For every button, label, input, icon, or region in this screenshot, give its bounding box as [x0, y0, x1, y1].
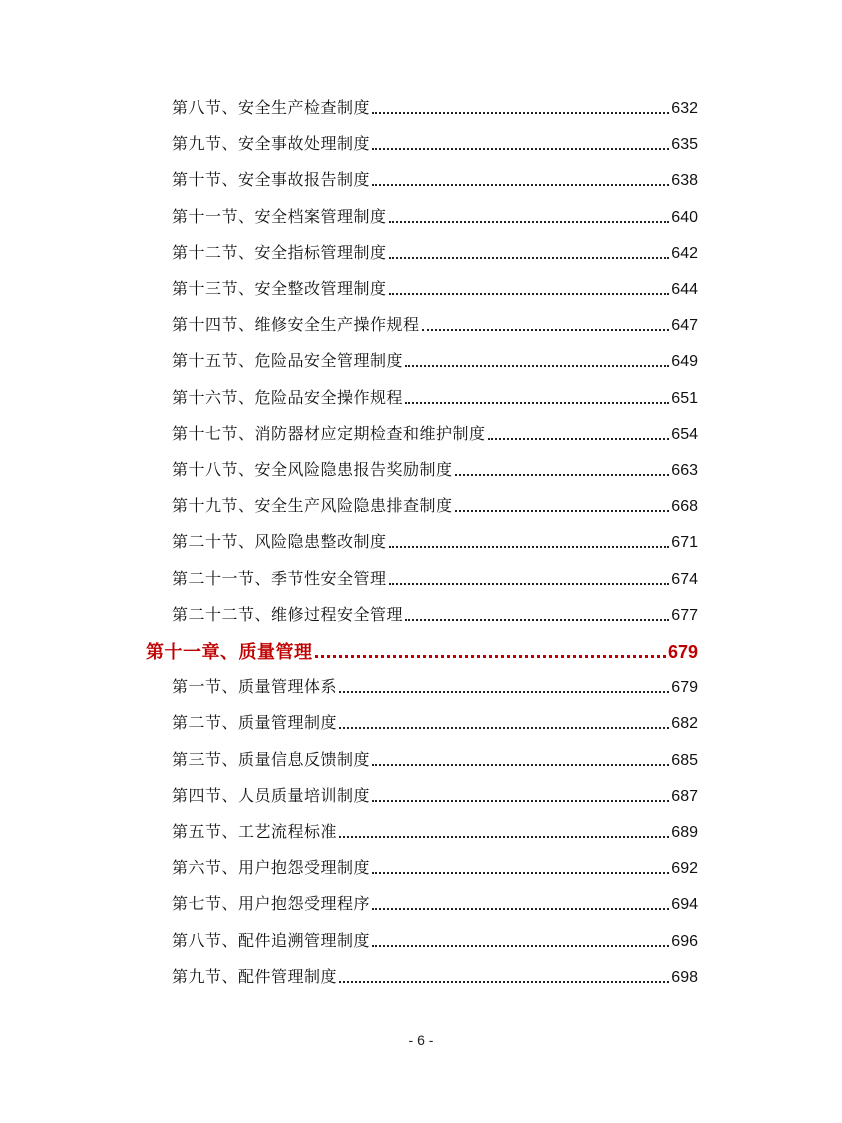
toc-entry-page-number: 668 [671, 498, 698, 516]
toc-section-entry[interactable] [172, 567, 698, 591]
toc-dot-leader [372, 764, 669, 766]
toc-entry-title: 第九节、安全事故处理制度 [172, 134, 371, 154]
toc-dot-leader [372, 800, 669, 802]
toc-section-entry[interactable] [172, 132, 698, 156]
toc-section-entry[interactable] [172, 675, 698, 699]
toc-entry-title: 第四节、人员质量培训制度 [172, 785, 371, 805]
toc-section-entry[interactable] [172, 96, 698, 120]
toc-section-entry[interactable] [172, 313, 698, 337]
toc-entry-page-number: 698 [671, 968, 698, 986]
toc-dot-leader [405, 402, 669, 404]
toc-section-entry[interactable] [172, 277, 698, 301]
toc-section-entry[interactable] [172, 929, 698, 953]
toc-section-entry[interactable] [172, 603, 698, 627]
toc-dot-leader [389, 221, 670, 223]
toc-entry-page-number: 679 [671, 679, 698, 697]
toc-entry-title: 第十五节、危险品安全管理制度 [172, 351, 404, 371]
toc-entry-title: 第二十二节、维修过程安全管理 [172, 604, 404, 624]
toc-entry-title: 第八节、安全生产检查制度 [172, 98, 371, 117]
toc-dot-leader [372, 945, 669, 947]
page-number: - 6 - [408, 1032, 434, 1048]
toc-entry-title: 第三节、质量信息反馈制度 [172, 749, 371, 769]
toc-entry-title: 第二节、质量管理制度 [172, 713, 338, 733]
toc-dot-leader [455, 474, 670, 476]
toc-dot-leader [389, 293, 670, 295]
toc-entry-title: 第十四节、维修安全生产操作规程 [172, 315, 420, 335]
toc-dot-leader [372, 148, 669, 150]
toc-dot-leader [389, 257, 670, 259]
toc-section-entry[interactable] [172, 820, 698, 844]
toc-entry-page-number: 647 [671, 317, 698, 335]
toc-section-entry[interactable] [172, 856, 698, 880]
toc-entry-title: 第十一节、安全档案管理制度 [172, 206, 387, 226]
toc-entry-title: 第十节、安全事故报告制度 [172, 170, 371, 190]
toc-entry-page-number: 674 [671, 570, 698, 588]
toc-entry-title: 第十六节、危险品安全操作规程 [172, 387, 404, 407]
toc-dot-leader [389, 546, 670, 548]
toc-entry-title: 第十七节、消防器材应定期检查和维护制度 [172, 423, 486, 443]
toc-section-entry[interactable] [172, 241, 698, 265]
toc-dot-leader [372, 112, 669, 114]
toc-entry-title: 第八节、配件追溯管理制度 [172, 930, 371, 950]
toc-dot-leader [389, 583, 670, 585]
toc-entry-title: 第二十一节、季节性安全管理 [172, 568, 387, 588]
toc-entry-page-number: 635 [671, 136, 698, 154]
toc-section-entry[interactable] [172, 892, 698, 916]
toc-section-entry[interactable] [172, 494, 698, 518]
toc-entry-title: 第六节、用户抱怨受理制度 [172, 858, 371, 878]
toc-dot-leader [339, 981, 669, 983]
toc-section-entry[interactable] [172, 965, 698, 989]
toc-entry-page-number: 644 [671, 281, 698, 298]
toc-dot-leader [405, 365, 669, 367]
toc-entry-title: 第十三节、安全整改管理制度 [172, 279, 387, 298]
toc-dot-leader [339, 836, 669, 838]
toc-entry-page-number: 649 [671, 353, 698, 371]
toc-dot-leader [405, 619, 669, 621]
toc-entry-page-number: 682 [671, 715, 698, 733]
toc-entry-title: 第二十节、风险隐患整改制度 [172, 532, 387, 552]
toc-dot-leader [488, 438, 670, 440]
toc-entry-page-number: 677 [671, 606, 698, 624]
toc-dot-leader [339, 727, 669, 729]
toc-section-entry[interactable] [172, 205, 698, 229]
toc-dot-leader [372, 184, 669, 186]
toc-section-entry[interactable] [172, 422, 698, 446]
toc-dot-leader [315, 655, 666, 658]
toc-entry-page-number: 696 [671, 932, 698, 950]
toc-entry-title: 第十九节、安全生产风险隐患排查制度 [172, 496, 453, 516]
toc-entry-title: 第十二节、安全指标管理制度 [172, 242, 387, 262]
toc-dot-leader [455, 510, 670, 512]
toc-section-entry[interactable] [172, 711, 698, 735]
toc-entry-page-number: 663 [671, 462, 698, 479]
toc-entry-title: 第七节、用户抱怨受理程序 [172, 894, 371, 914]
toc-entry-page-number: 685 [671, 751, 698, 769]
toc-dot-leader [339, 691, 669, 693]
toc-entry-title: 第十一章、质量管理 [146, 642, 313, 663]
toc-section-entry[interactable] [172, 530, 698, 554]
toc-entry-page-number: 638 [671, 172, 698, 190]
toc-entry-title: 第十八节、安全风险隐患报告奖励制度 [172, 460, 453, 479]
toc-dot-leader [372, 872, 669, 874]
toc-section-entry[interactable] [172, 168, 698, 192]
toc-entry-title: 第九节、配件管理制度 [172, 966, 338, 986]
toc-section-entry[interactable] [172, 349, 698, 373]
toc-section-entry[interactable] [172, 458, 698, 482]
toc-entry-page-number: 654 [671, 425, 698, 443]
toc-dot-leader [422, 329, 670, 331]
toc-entry-title: 第五节、工艺流程标准 [172, 822, 338, 841]
toc-entry-page-number: 687 [671, 787, 698, 805]
toc-chapter-entry[interactable] [146, 640, 698, 664]
toc-entry-page-number: 679 [667, 642, 698, 662]
toc-entry-page-number: 651 [671, 389, 698, 407]
toc-section-entry[interactable] [172, 748, 698, 772]
toc-entry-title: 第一节、质量管理体系 [172, 677, 338, 697]
toc-entry-page-number: 689 [671, 824, 698, 841]
toc-entry-page-number: 692 [671, 860, 698, 878]
toc-section-entry[interactable] [172, 784, 698, 808]
toc-entry-page-number: 671 [671, 534, 698, 552]
toc-entry-page-number: 640 [671, 208, 698, 226]
toc-entry-page-number: 694 [671, 896, 698, 914]
toc-entry-page-number: 642 [671, 244, 698, 262]
toc-dot-leader [372, 908, 669, 910]
toc-section-entry[interactable] [172, 386, 698, 410]
toc-entry-page-number: 632 [671, 100, 698, 117]
